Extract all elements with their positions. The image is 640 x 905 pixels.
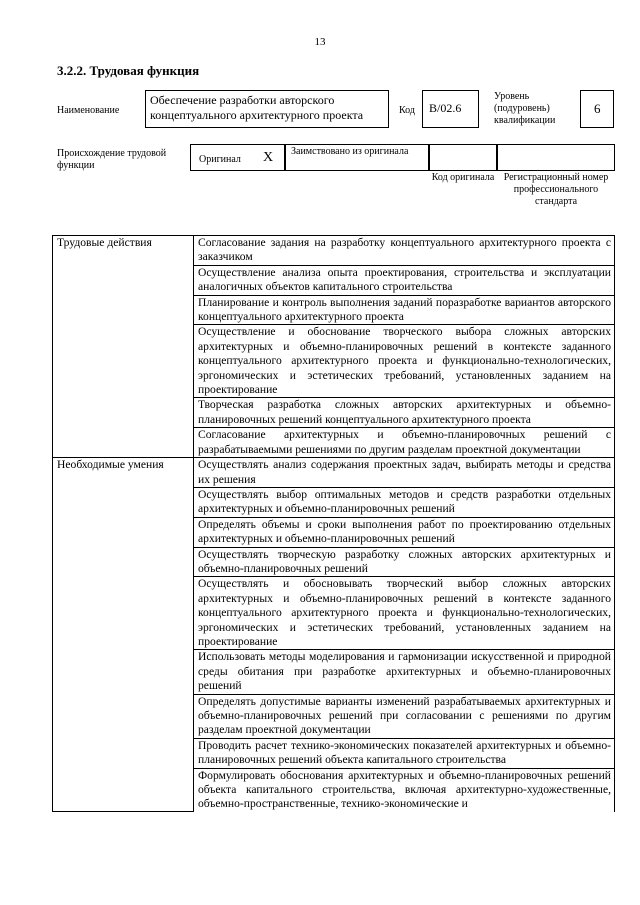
name-box xyxy=(145,90,389,128)
original-label: Оригинал xyxy=(199,154,241,165)
table-cell: Осуществление анализа опыта проектирования, строительства и эксплуатации аналогичных объектов капитального строительства xyxy=(194,265,615,295)
code-original-caption: Код оригинала xyxy=(431,172,495,183)
level-label: Уровень (подуровень) квалификации xyxy=(494,91,556,126)
table-cell: Осуществлять и обосновывать творческий выбор сложных авторских архитектурных и объемно-планировочных решений в контексте заданного концептуального архитектурного проекта и функционально-технологических, эргономических и эстетических требований, установленных заданием на проектирование xyxy=(194,577,615,650)
table-cell: Проводить расчет технико-экономических показателей архитектурных и объемно-планировочных решений объекта капитального строительства xyxy=(194,738,615,768)
borrowed-label: Заимствовано из оригинала xyxy=(291,146,409,157)
name-value: Обеспечение разработки авторского концептуального архитектурного проекта xyxy=(150,93,364,122)
table-cell: Формулировать обоснования архитектурных и объемно-планировочных решений объекта капитального строительства, включая архитектурно-художественные, объемно-пространственные, технико-экономические и xyxy=(194,768,615,812)
table-cell: Согласование задания на разработку концептуального архитектурного проекта с заказчиком xyxy=(194,236,615,266)
table-cell: Определять допустимые варианты изменений разрабатываемых архитектурных и объемно-планировочных решений при согласовании с решениями по другим разделам проектной документации xyxy=(194,694,615,738)
table-row xyxy=(53,236,615,266)
table-cell: Определять объемы и сроки выполнения работ по проектированию отдельных архитектурных и объемно-планировочных решений xyxy=(194,517,615,547)
reg-number-box xyxy=(497,144,615,171)
table-cell: Планирование и контроль выполнения заданий поразработке вариантов авторского концептуального архитектурного проекта xyxy=(194,295,615,325)
section-title: 3.2.2. Трудовая функция xyxy=(57,63,200,78)
original-mark: X xyxy=(263,150,274,165)
origin-label: Происхождение трудовой функции xyxy=(57,148,167,171)
borrowed-box xyxy=(285,144,429,171)
table-cell: Осуществлять выбор оптимальных методов и средств разработки отдельных архитектурных и объемно-планировочных решений xyxy=(194,487,615,517)
category-cell: Трудовые действия xyxy=(53,236,194,458)
level-box xyxy=(580,90,614,128)
code-box xyxy=(422,90,479,128)
code-value: B/02.6 xyxy=(429,101,462,115)
table-cell: Использовать методы моделирования и гармонизации искусственной и природной среды обитания при разработке архитектурных и объемно-планировочных решений xyxy=(194,650,615,694)
level-value: 6 xyxy=(594,101,601,116)
table-cell: Творческая разработка сложных авторских архитектурных и объемно-планировочных решений концептуального архитектурного проекта xyxy=(194,398,615,428)
code-label: Код xyxy=(399,105,415,116)
page-number: 13 xyxy=(314,36,326,48)
function-table xyxy=(52,235,615,812)
table-cell: Осуществлять творческую разработку сложных авторских архитектурных и объемно-планировочных решений xyxy=(194,547,615,577)
table-cell: Осуществлять анализ содержания проектных задач, выбирать методы и средства их решения xyxy=(194,458,615,488)
table-cell: Согласование архитектурных и объемно-планировочных решений с разрабатываемыми решениями по другим разделам проектной документации xyxy=(194,428,615,458)
original-box xyxy=(190,144,285,171)
code-original-box xyxy=(429,144,497,171)
category-cell: Необходимые умения xyxy=(53,458,194,812)
reg-number-caption: Регистрационный номер профессионального стандарта xyxy=(503,172,609,207)
table-row xyxy=(53,458,615,488)
name-label: Наименование xyxy=(57,105,120,116)
table-cell: Осуществление и обоснование творческого выбора сложных авторских архитектурных и объемно-планировочных решений в контексте заданного концептуального архитектурного проекта и функционально-технологических, эргономических и эстетических требований, установленных заданием на проектирование xyxy=(194,325,615,398)
